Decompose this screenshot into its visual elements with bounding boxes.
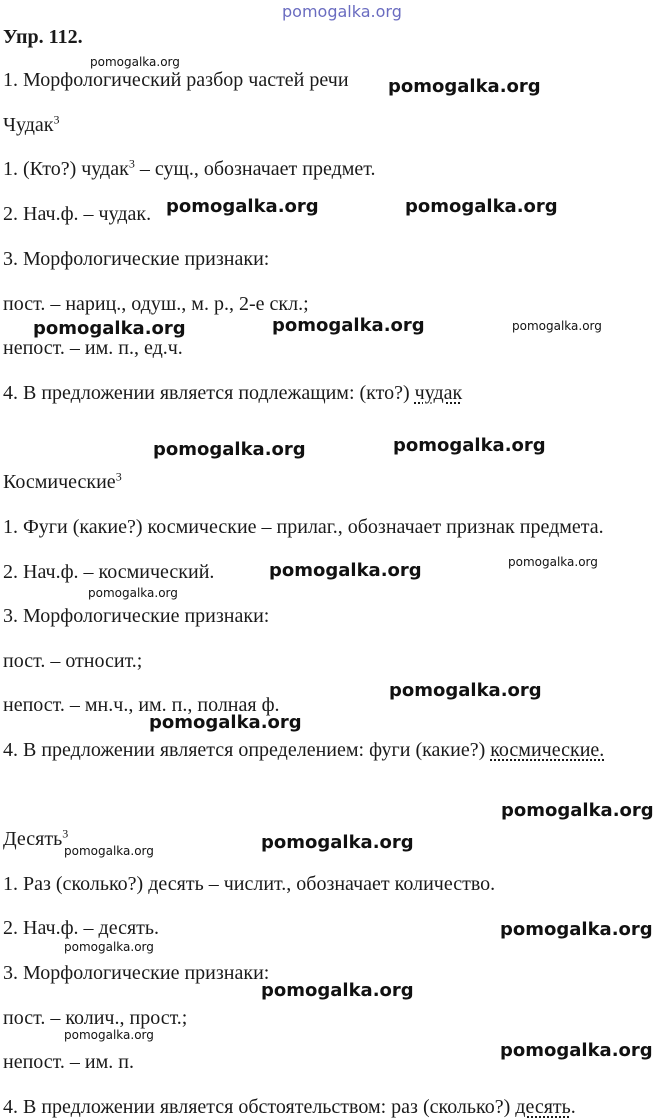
watermark: pomogalka.org	[90, 55, 180, 69]
analysis-line: 1. (Кто?) чудак$^3$ – сущ., обозначает предмет.	[3, 156, 376, 180]
analysis-line: 3. Морфологические признаки:	[3, 605, 270, 627]
word-heading: Десять$^3$	[3, 826, 69, 850]
watermark: pomogalka.org	[388, 76, 541, 97]
analysis-line: непост. – им. п.	[3, 1051, 134, 1073]
word-heading: Чудак$^3$	[3, 112, 60, 136]
watermark: pomogalka.org	[33, 318, 186, 339]
watermark: pomogalka.org	[153, 439, 306, 460]
analysis-line: пост. – относит.;	[3, 650, 143, 672]
watermark: pomogalka.org	[64, 940, 154, 954]
analysis-line: 4. В предложении является подлежащим: (кто?) чудак	[3, 382, 463, 404]
watermark: pomogalka.org	[282, 2, 402, 21]
watermark: pomogalka.org	[261, 832, 414, 853]
watermark: pomogalka.org	[88, 586, 178, 600]
watermark: pomogalka.org	[500, 1040, 653, 1061]
analysis-line: непост. – мн.ч., им. п., полная ф.	[3, 694, 280, 716]
analysis-line: 2. Нач.ф. – чудак.	[3, 203, 152, 225]
watermark: pomogalka.org	[393, 435, 546, 456]
analysis-line: 4. В предложении является обстоятельством: раз (сколько?) десять.	[3, 1096, 576, 1118]
watermark: pomogalka.org	[272, 315, 425, 336]
watermark: pomogalka.org	[149, 712, 302, 733]
analysis-line: 2. Нач.ф. – космический.	[3, 561, 215, 583]
watermark: pomogalka.org	[269, 560, 422, 581]
analysis-line: 3. Морфологические признаки:	[3, 962, 270, 984]
word-heading: Космические$^3$	[3, 469, 122, 493]
exercise-title: Упр. 112.	[3, 26, 83, 48]
watermark: pomogalka.org	[261, 980, 414, 1001]
analysis-line: 4. В предложении является определением: фуги (какие?) космические.	[3, 739, 605, 761]
watermark: pomogalka.org	[501, 800, 654, 821]
analysis-line: 2. Нач.ф. – десять.	[3, 917, 160, 939]
watermark: pomogalka.org	[512, 319, 602, 333]
watermark: pomogalka.org	[405, 196, 558, 217]
watermark: pomogalka.org	[166, 196, 319, 217]
analysis-line: 1. Раз (сколько?) десять – числит., обозначает количество.	[3, 873, 496, 895]
analysis-line: 3. Морфологические признаки:	[3, 248, 270, 270]
watermark: pomogalka.org	[64, 1028, 154, 1042]
watermark: pomogalka.org	[508, 555, 598, 569]
analysis-line: непост. – им. п., ед.ч.	[3, 337, 183, 359]
analysis-line: пост. – колич., прост.;	[3, 1007, 188, 1029]
watermark: pomogalka.org	[64, 844, 154, 858]
analysis-line: пост. – нариц., одуш., м. р., 2-е скл.;	[3, 293, 309, 315]
watermark: pomogalka.org	[500, 919, 653, 940]
analysis-line: 1. Фуги (какие?) космические – прилаг., обозначает признак предмета.	[3, 516, 604, 538]
watermark: pomogalka.org	[389, 680, 542, 701]
section-heading: 1. Морфологический разбор частей речи	[3, 69, 349, 91]
